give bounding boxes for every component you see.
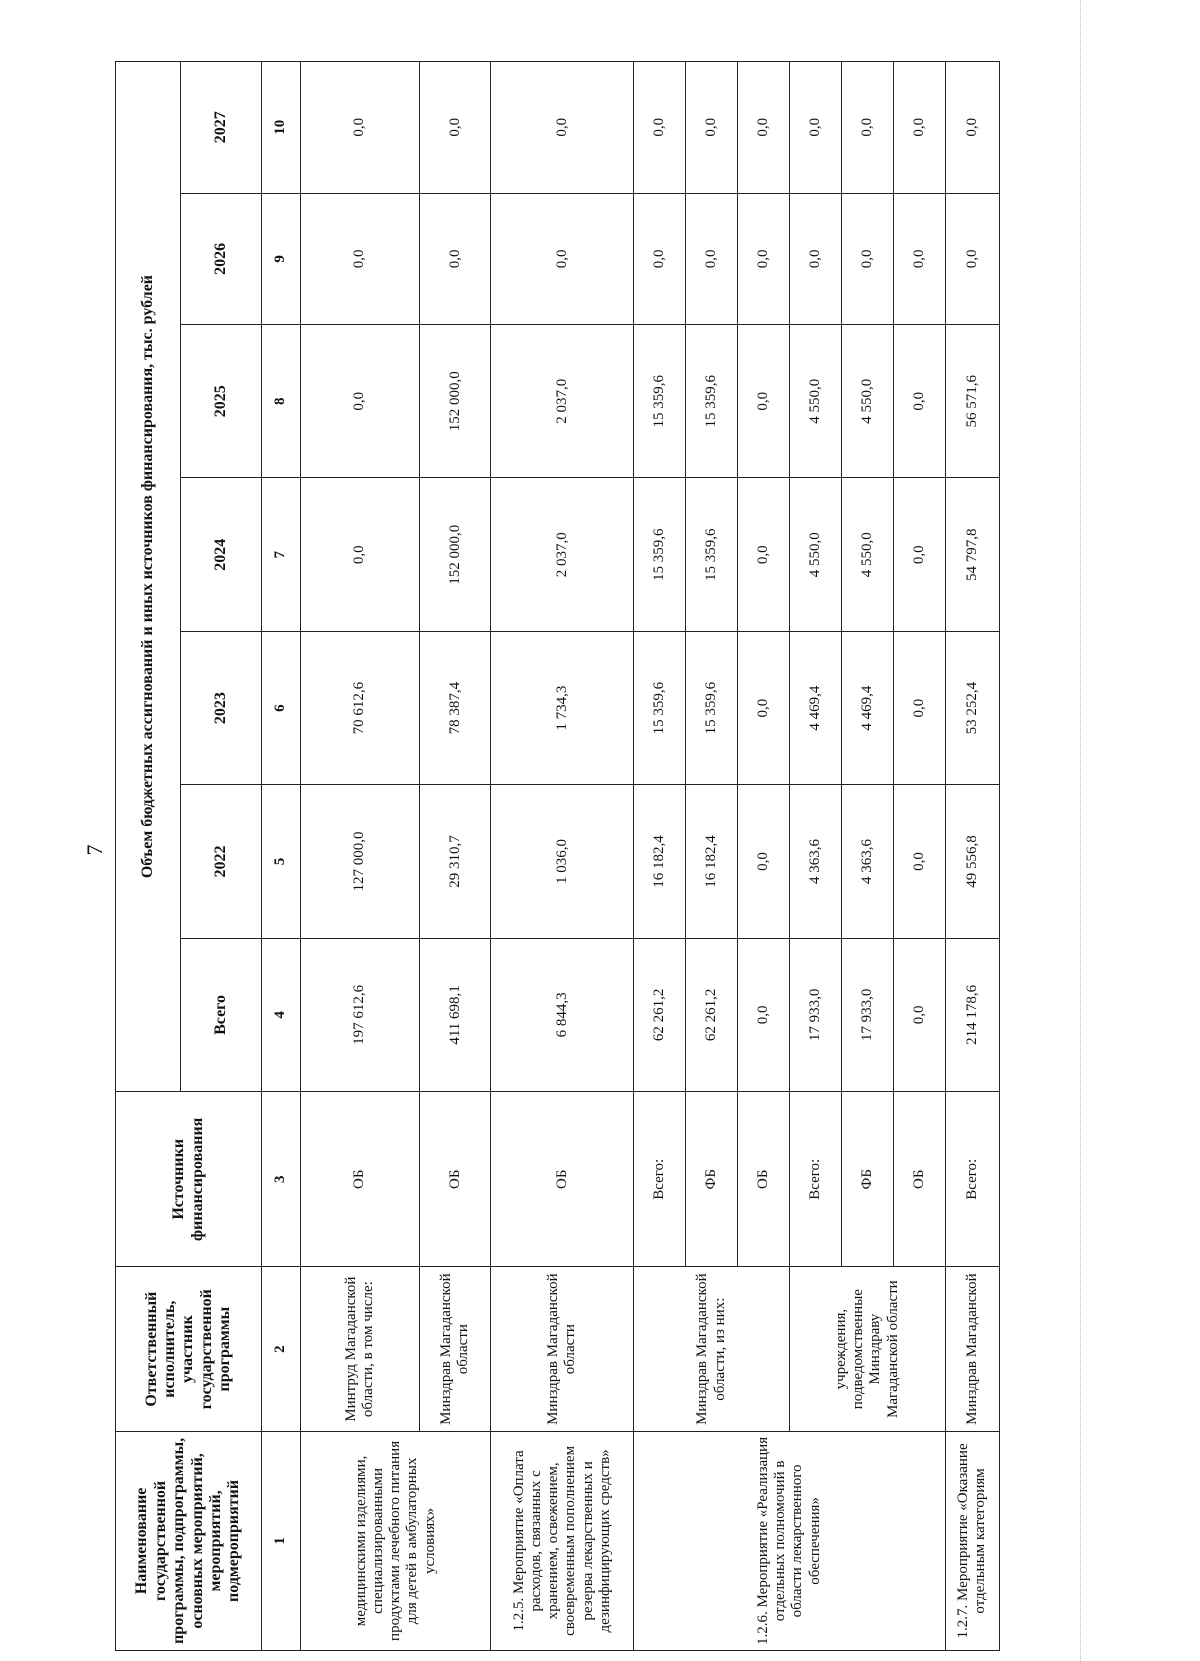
row-name: 1.2.5. Мероприятие «Оплата расходов, связанных с хранением, освежением, своевременным пополнением резерва лекарственных и дезинфицирующих средств» — [491, 1431, 634, 1650]
table-row — [789, 62, 841, 1651]
row-source: ОБ — [893, 1092, 945, 1267]
value-cell: 152 000,0 — [420, 478, 491, 631]
row-source: Всего: — [789, 1092, 841, 1267]
value-cell: 53 252,4 — [945, 631, 999, 784]
value-cell: 4 550,0 — [841, 478, 893, 631]
row-executor: Минтруд Магаданской области, в том числе: — [300, 1267, 419, 1431]
value-cell: 6 844,3 — [491, 938, 634, 1091]
value-cell: 0,0 — [738, 631, 790, 784]
column-number: 2 — [262, 1267, 301, 1431]
value-cell: 15 359,6 — [634, 631, 686, 784]
table-row — [945, 62, 999, 1651]
row-source: Всего: — [634, 1092, 686, 1267]
value-cell: 0,0 — [738, 478, 790, 631]
column-number-row — [262, 62, 301, 1651]
row-source: ОБ — [738, 1092, 790, 1267]
row-executor: Минздрав Магаданской — [945, 1267, 999, 1431]
value-cell: 17 933,0 — [789, 938, 841, 1091]
value-cell: 0,0 — [300, 325, 419, 478]
value-cell: 4 363,6 — [789, 785, 841, 938]
header-year-2026: 2026 — [180, 193, 261, 325]
value-cell: 0,0 — [738, 938, 790, 1091]
row-executor: учреждения, подведомственные Минздраву Магаданской области — [789, 1267, 945, 1431]
row-name: 1.2.6. Мероприятие «Реализация отдельных полномочий в области лекарственного обеспечения» — [634, 1431, 946, 1650]
header-year-2025: 2025 — [180, 325, 261, 478]
row-executor: Минздрав Магаданской области — [420, 1267, 491, 1431]
value-cell: 1 734,3 — [491, 631, 634, 784]
value-cell: 0,0 — [738, 785, 790, 938]
table-row — [300, 62, 419, 1651]
value-cell: 0,0 — [686, 62, 738, 194]
value-cell: 0,0 — [841, 62, 893, 194]
value-cell: 0,0 — [893, 325, 945, 478]
value-cell: 70 612,6 — [300, 631, 419, 784]
value-cell: 0,0 — [789, 62, 841, 194]
value-cell: 15 359,6 — [634, 478, 686, 631]
column-number: 4 — [262, 938, 301, 1091]
value-cell: 16 182,4 — [686, 785, 738, 938]
value-cell: 62 261,2 — [686, 938, 738, 1091]
value-cell: 15 359,6 — [686, 478, 738, 631]
value-cell: 214 178,6 — [945, 938, 999, 1091]
value-cell: 0,0 — [738, 193, 790, 325]
value-cell: 152 000,0 — [420, 325, 491, 478]
value-cell: 16 182,4 — [634, 785, 686, 938]
value-cell: 15 359,6 — [634, 325, 686, 478]
value-cell: 0,0 — [789, 193, 841, 325]
value-cell: 0,0 — [893, 785, 945, 938]
value-cell: 2 037,0 — [491, 325, 634, 478]
value-cell: 0,0 — [420, 193, 491, 325]
header-executor: Ответственный исполнитель, участник государственной программы — [116, 1267, 262, 1431]
header-year-total: Всего — [180, 938, 261, 1091]
value-cell: 54 797,8 — [945, 478, 999, 631]
column-number: 6 — [262, 631, 301, 784]
value-cell: 17 933,0 — [841, 938, 893, 1091]
value-cell: 29 310,7 — [420, 785, 491, 938]
column-number: 9 — [262, 193, 301, 325]
value-cell: 0,0 — [300, 193, 419, 325]
value-cell: 0,0 — [738, 325, 790, 478]
table-row — [634, 62, 686, 1651]
value-cell: 15 359,6 — [686, 631, 738, 784]
header-source: Источники финансирования — [116, 1092, 262, 1267]
table-row — [420, 62, 491, 1651]
value-cell: 2 037,0 — [491, 478, 634, 631]
financing-table-wrapper — [115, 61, 1000, 1651]
value-cell: 56 571,6 — [945, 325, 999, 478]
value-cell: 4 469,4 — [789, 631, 841, 784]
value-cell: 127 000,0 — [300, 785, 419, 938]
row-source: ОБ — [300, 1092, 419, 1267]
table-row — [491, 62, 634, 1651]
column-number: 7 — [262, 478, 301, 631]
value-cell: 4 469,4 — [841, 631, 893, 784]
row-source: ОБ — [420, 1092, 491, 1267]
value-cell: 0,0 — [893, 478, 945, 631]
column-number: 8 — [262, 325, 301, 478]
column-number: 1 — [262, 1431, 301, 1650]
value-cell: 4 550,0 — [789, 325, 841, 478]
value-cell: 4 550,0 — [841, 325, 893, 478]
value-cell: 0,0 — [300, 62, 419, 194]
value-cell: 1 036,0 — [491, 785, 634, 938]
row-name: 1.2.7. Мероприятие «Оказание отдельным категориям — [945, 1431, 999, 1650]
value-cell: 0,0 — [738, 62, 790, 194]
value-cell: 0,0 — [893, 938, 945, 1091]
value-cell: 49 556,8 — [945, 785, 999, 938]
row-source: Всего: — [945, 1092, 999, 1267]
value-cell: 0,0 — [893, 631, 945, 784]
value-cell: 78 387,4 — [420, 631, 491, 784]
header-year-2023: 2023 — [180, 631, 261, 784]
row-name: медицинскими изделиями, специализированными продуктами лечебного питания для детей в амбулаторных условиях» — [300, 1431, 490, 1650]
value-cell: 0,0 — [841, 193, 893, 325]
header-year-2022: 2022 — [180, 785, 261, 938]
value-cell: 4 550,0 — [789, 478, 841, 631]
column-number: 10 — [262, 62, 301, 194]
value-cell: 0,0 — [491, 193, 634, 325]
value-cell: 411 698,1 — [420, 938, 491, 1091]
financing-table — [115, 61, 1000, 1651]
column-number: 5 — [262, 785, 301, 938]
row-source: ОБ — [491, 1092, 634, 1267]
header-year-2027: 2027 — [180, 62, 261, 194]
value-cell: 197 612,6 — [300, 938, 419, 1091]
value-cell: 0,0 — [893, 62, 945, 194]
header-year-2024: 2024 — [180, 478, 261, 631]
value-cell: 4 363,6 — [841, 785, 893, 938]
value-cell: 0,0 — [634, 193, 686, 325]
page-number: 7 — [82, 844, 107, 856]
value-cell: 0,0 — [686, 193, 738, 325]
value-cell: 0,0 — [491, 62, 634, 194]
value-cell: 62 261,2 — [634, 938, 686, 1091]
value-cell: 0,0 — [945, 193, 999, 325]
value-cell: 0,0 — [300, 478, 419, 631]
column-number: 3 — [262, 1092, 301, 1267]
row-source: ФБ — [686, 1092, 738, 1267]
row-executor: Минздрав Магаданской области — [491, 1267, 634, 1431]
header-name: Наименование государственной программы, подпрограммы, основных мероприятий, мероприятий, подмероприятий — [116, 1431, 262, 1650]
value-cell: 0,0 — [893, 193, 945, 325]
header-volume: Объем бюджетных ассигнований и иных источников финансирования, тыс. рублей — [116, 62, 181, 1092]
value-cell: 0,0 — [945, 62, 999, 194]
page-edge-line — [1080, 0, 1082, 1661]
value-cell: 0,0 — [420, 62, 491, 194]
value-cell: 15 359,6 — [686, 325, 738, 478]
value-cell: 0,0 — [634, 62, 686, 194]
row-executor: Минздрав Магаданской области, из них: — [634, 1267, 790, 1431]
row-source: ФБ — [841, 1092, 893, 1267]
